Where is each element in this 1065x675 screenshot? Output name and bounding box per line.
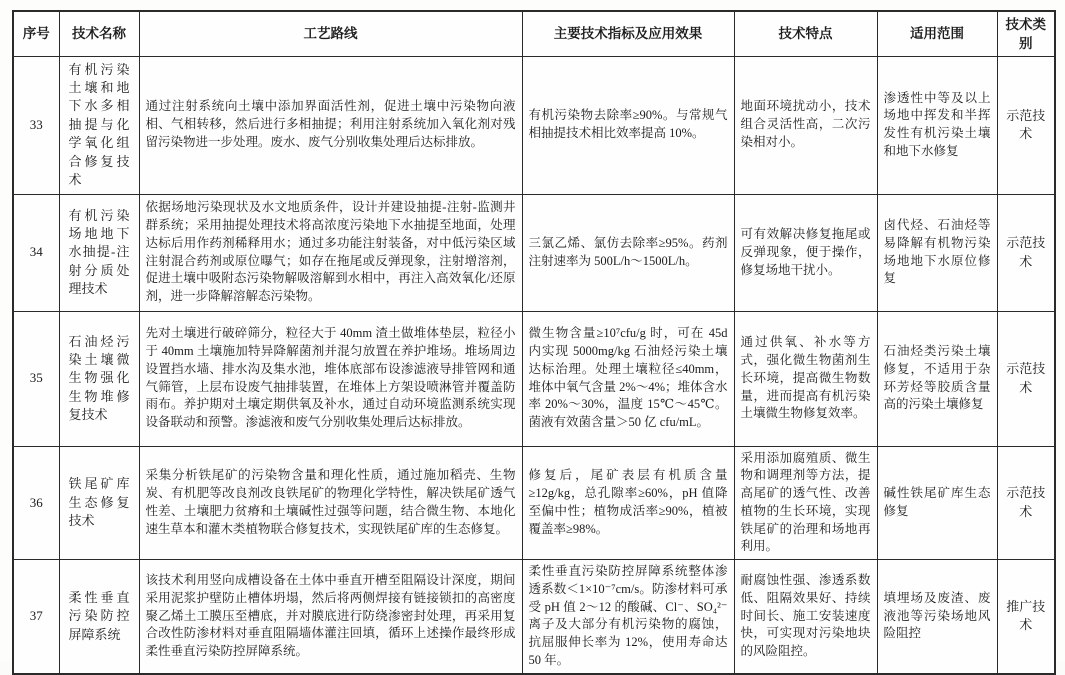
cell-category: 推广技术 <box>997 560 1055 674</box>
cell-technology-name: 有机污染土壤和地下水多相抽提与化学氧化组合修复技术 <box>59 56 139 194</box>
cell-features: 耐腐蚀性强、渗透系数低、阻隔效果好、持续时间长、施工安装速度快，可实现对污染地块的风险阻控。 <box>734 560 877 674</box>
cell-indicators: 柔性垂直污染防控屏障系统整体渗透系数＜1×10⁻⁷cm/s。防渗材料可承受 pH 值 2～12 的酸碱、Cl⁻、SO₄²⁻离子及大部分有机污染物的腐蚀，抗屈服伸长率为 12%，使用寿命达 50 年。 <box>522 560 734 674</box>
column-header-indicators: 主要技术指标及应用效果 <box>522 11 734 56</box>
cell-scope: 卤代烃、石油烃等易降解有机物污染场地地下水原位修复 <box>877 194 997 311</box>
cell-category: 示范技术 <box>997 56 1055 194</box>
column-header-scope: 适用范围 <box>877 11 997 56</box>
cell-serial-number: 33 <box>13 56 59 194</box>
cell-scope: 石油烃类污染土壤修复，不适用于杂环芳烃等胶质含量高的污染土壤修复 <box>877 311 997 446</box>
cell-process-route: 先对土壤进行破碎筛分，粒径大于 40mm 渣土做堆体垫层，粒径小于 40mm 土壤施加特异降解菌剂并混匀放置在养护堆场。堆场周边设置挡水墙、排水沟及集水池，堆体底部布设渗滤液导排管网和通气筛管，上层布设废气抽排装置，在堆体上方架设喷淋管并覆盖防雨布。养护期对土壤定期供氧及补水，通过自动环境监测系统实现设备联动和预警。渗滤液和废气分别收集处理后达标排放。 <box>139 311 522 446</box>
cell-process-route: 依据场地污染现状及水文地质条件，设计并建设抽提-注射-监测井群系统；采用抽提处理技术将高浓度污染地下水抽提至地面，处理达标后用作药剂稀释用水；通过多功能注射装备，对中低污染区域注射混合药剂或原位曝气；如存在拖尾或反弹现象，注射增溶剂，促进土壤中吸附态污染物解吸溶解到水相中，再注入高效氧化/还原剂，进一步降解溶解态污染物。 <box>139 194 522 311</box>
cell-technology-name: 石油烃污染土壤微生物强化生物堆修复技术 <box>59 311 139 446</box>
cell-category: 示范技术 <box>997 311 1055 446</box>
cell-indicators: 三氯乙烯、氯仿去除率≥95%。药剂注射速率为 500L/h～1500L/h。 <box>522 194 734 311</box>
cell-scope: 填埋场及废渣、废液池等污染场地风险阻控 <box>877 560 997 674</box>
table-row <box>13 446 1055 560</box>
column-header-no: 序号 <box>13 11 59 56</box>
column-header-features: 技术特点 <box>734 11 877 56</box>
cell-serial-number: 34 <box>13 194 59 311</box>
cell-scope: 碱性铁尾矿库生态修复 <box>877 446 997 560</box>
cell-process-route: 该技术利用竖向成槽设备在土体中垂直开槽至阻隔设计深度，期间采用泥浆护壁防止槽体坍塌，然后将两侧焊接有链接锁扣的高密度聚乙烯土工膜压至槽底，并对膜底进行防绕渗密封处理，再采用复合改性防渗材料对垂直阻隔墙体灌注回填，循环上述操作最终形成柔性垂直污染防控屏障系统。 <box>139 560 522 674</box>
cell-serial-number: 36 <box>13 446 59 560</box>
cell-category: 示范技术 <box>997 446 1055 560</box>
column-header-name: 技术名称 <box>59 11 139 56</box>
cell-indicators: 有机污染物去除率≥90%。与常规气相抽提技术相比效率提高 10%。 <box>522 56 734 194</box>
cell-process-route: 通过注射系统向土壤中添加界面活性剂，促进土壤中污染物向液相、气相转移，然后进行多相抽提；利用注射系统加入氧化剂对残留污染物进一步处理。废水、废气分别收集处理后达标排放。 <box>139 56 522 194</box>
column-header-category: 技术类别 <box>997 11 1055 56</box>
cell-technology-name: 有机污染场地地下水抽提-注射分质处理技术 <box>59 194 139 311</box>
table-header-row <box>13 11 1055 56</box>
table-row <box>13 560 1055 674</box>
cell-indicators: 微生物含量≥10⁷cfu/g 时，可在 45d 内实现 5000mg/kg 石油烃污染土壤达标治理。处理土壤粒径≤40mm，堆体中氧气含量 2%～4%；堆体含水率 20%～30%，温度 15℃～45℃。菌液有效菌含量＞50 亿 cfu/mL。 <box>522 311 734 446</box>
cell-serial-number: 35 <box>13 311 59 446</box>
cell-process-route: 采集分析铁尾矿的污染物含量和理化性质，通过施加稻壳、生物炭、有机肥等改良剂改良铁尾矿的物理化学特性，解决铁尾矿透气性差、土壤肥力贫瘠和土壤碱性过强等问题，结合微生物、本地化速生草本和灌木类植物联合修复技术，实现铁尾矿库的生态修复。 <box>139 446 522 560</box>
table-row <box>13 194 1055 311</box>
column-header-process: 工艺路线 <box>139 11 522 56</box>
table-row <box>13 311 1055 446</box>
cell-indicators: 修复后，尾矿表层有机质含量≥12g/kg，总孔隙率≥60%，pH 值降至偏中性；植物成活率≥90%，植被覆盖率≥98%。 <box>522 446 734 560</box>
cell-technology-name: 铁尾矿库生态修复技术 <box>59 446 139 560</box>
cell-features: 通过供氧、补水等方式，强化微生物菌剂生长环境，提高微生物数量，进而提高有机污染土壤微生物修复效率。 <box>734 311 877 446</box>
cell-serial-number: 37 <box>13 560 59 674</box>
cell-category: 示范技术 <box>997 194 1055 311</box>
cell-features: 可有效解决修复拖尾或反弹现象，便于操作，修复场地干扰小。 <box>734 194 877 311</box>
cell-scope: 渗透性中等及以上场地中挥发和半挥发性有机污染土壤和地下水修复 <box>877 56 997 194</box>
cell-technology-name: 柔性垂直污染防控屏障系统 <box>59 560 139 674</box>
technology-table <box>12 10 1056 675</box>
cell-features: 采用添加腐殖质、微生物和调理剂等方法，提高尾矿的透气性、改善植物的生长环境，实现铁尾矿的治理和场地再利用。 <box>734 446 877 560</box>
cell-features: 地面环境扰动小，技术组合灵活性高，二次污染相对小。 <box>734 56 877 194</box>
table-row <box>13 56 1055 194</box>
